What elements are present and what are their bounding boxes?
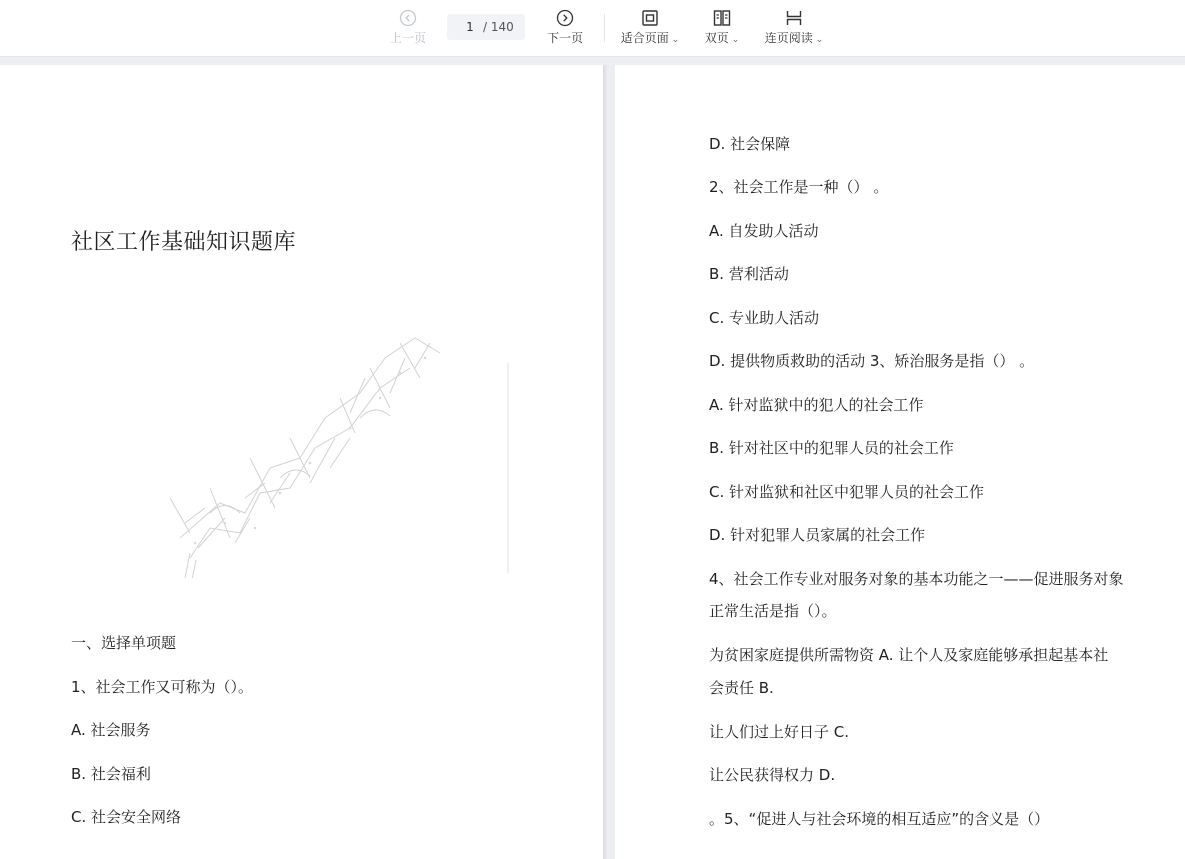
chevron-left-circle-icon	[399, 8, 417, 28]
question-line: 1、社会工作又可称为（）。	[71, 678, 254, 696]
next-page-label: 下一页	[546, 31, 583, 45]
option-line: B. 针对社区中的犯罪人员的社会工作	[709, 439, 954, 457]
continuous-scroll-icon	[785, 8, 803, 28]
option-line: C. 针对监狱和社区中犯罪人员的社会工作	[709, 483, 985, 501]
option-line: D. 社会保障	[709, 135, 791, 153]
toolbar-divider	[604, 14, 605, 42]
page-indicator	[447, 14, 525, 40]
option-line: 让公民获得权力 D.	[709, 766, 836, 784]
chevron-right-circle-icon	[556, 8, 574, 28]
option-line: B. 营利活动	[709, 265, 789, 283]
next-page-button[interactable]	[546, 8, 584, 50]
option-line: B. 社会福利	[71, 765, 151, 783]
book-open-icon	[713, 8, 731, 28]
chevron-down-icon: ⌄	[671, 35, 680, 45]
document-page-left	[0, 65, 603, 859]
question-line: 。5、“促进人与社会环境的相互适应”的含义是（）	[709, 810, 1050, 828]
option-line: 为贫困家庭提供所需物资 A. 让个人及家庭能够承担起基本社	[709, 646, 1109, 664]
double-page-label: 双页	[704, 31, 729, 45]
option-line: 让人们过上好日子 C.	[709, 723, 850, 741]
page-number-input[interactable]	[459, 20, 481, 34]
option-line: C. 专业助人活动	[709, 309, 820, 327]
continuous-scroll-label: 连页阅读	[764, 31, 813, 45]
double-page-dropdown[interactable]	[704, 8, 740, 50]
fit-page-icon	[641, 8, 659, 28]
page-gutter	[603, 65, 615, 859]
chevron-down-icon: ⌄	[815, 35, 824, 45]
fit-page-dropdown[interactable]	[620, 8, 680, 50]
option-line: D. 针对犯罪人员家属的社会工作	[709, 526, 926, 544]
document-title: 社区工作基础知识题库	[71, 230, 297, 255]
chevron-down-icon: ⌄	[731, 35, 740, 45]
document-page-right	[615, 65, 1185, 859]
section-heading: 一、选择单项题	[71, 634, 177, 652]
option-line: C. 社会安全网络	[71, 808, 182, 826]
prev-page-label: 上一页	[389, 31, 426, 45]
option-line: A. 社会服务	[71, 721, 151, 739]
question-line: 正常生活是指（）。	[709, 602, 837, 620]
question-line: 4、社会工作专业对服务对象的基本功能之一——促进服务对象	[709, 570, 1124, 588]
faded-stamp-image	[150, 298, 510, 578]
question-line: D. 提供物质救助的活动 3、矫治服务是指（） 。	[709, 352, 1035, 370]
continuous-scroll-dropdown[interactable]	[764, 8, 824, 50]
viewer-toolbar	[0, 0, 1185, 57]
page-total: / 140	[483, 20, 514, 34]
option-line: A. 自发助人活动	[709, 222, 819, 240]
question-line: 2、社会工作是一种（） 。	[709, 178, 889, 196]
prev-page-button[interactable]	[389, 8, 427, 50]
option-line: 会责任 B.	[709, 679, 774, 697]
fit-page-label: 适合页面	[620, 31, 669, 45]
option-line: A. 针对监狱中的犯人的社会工作	[709, 396, 924, 414]
